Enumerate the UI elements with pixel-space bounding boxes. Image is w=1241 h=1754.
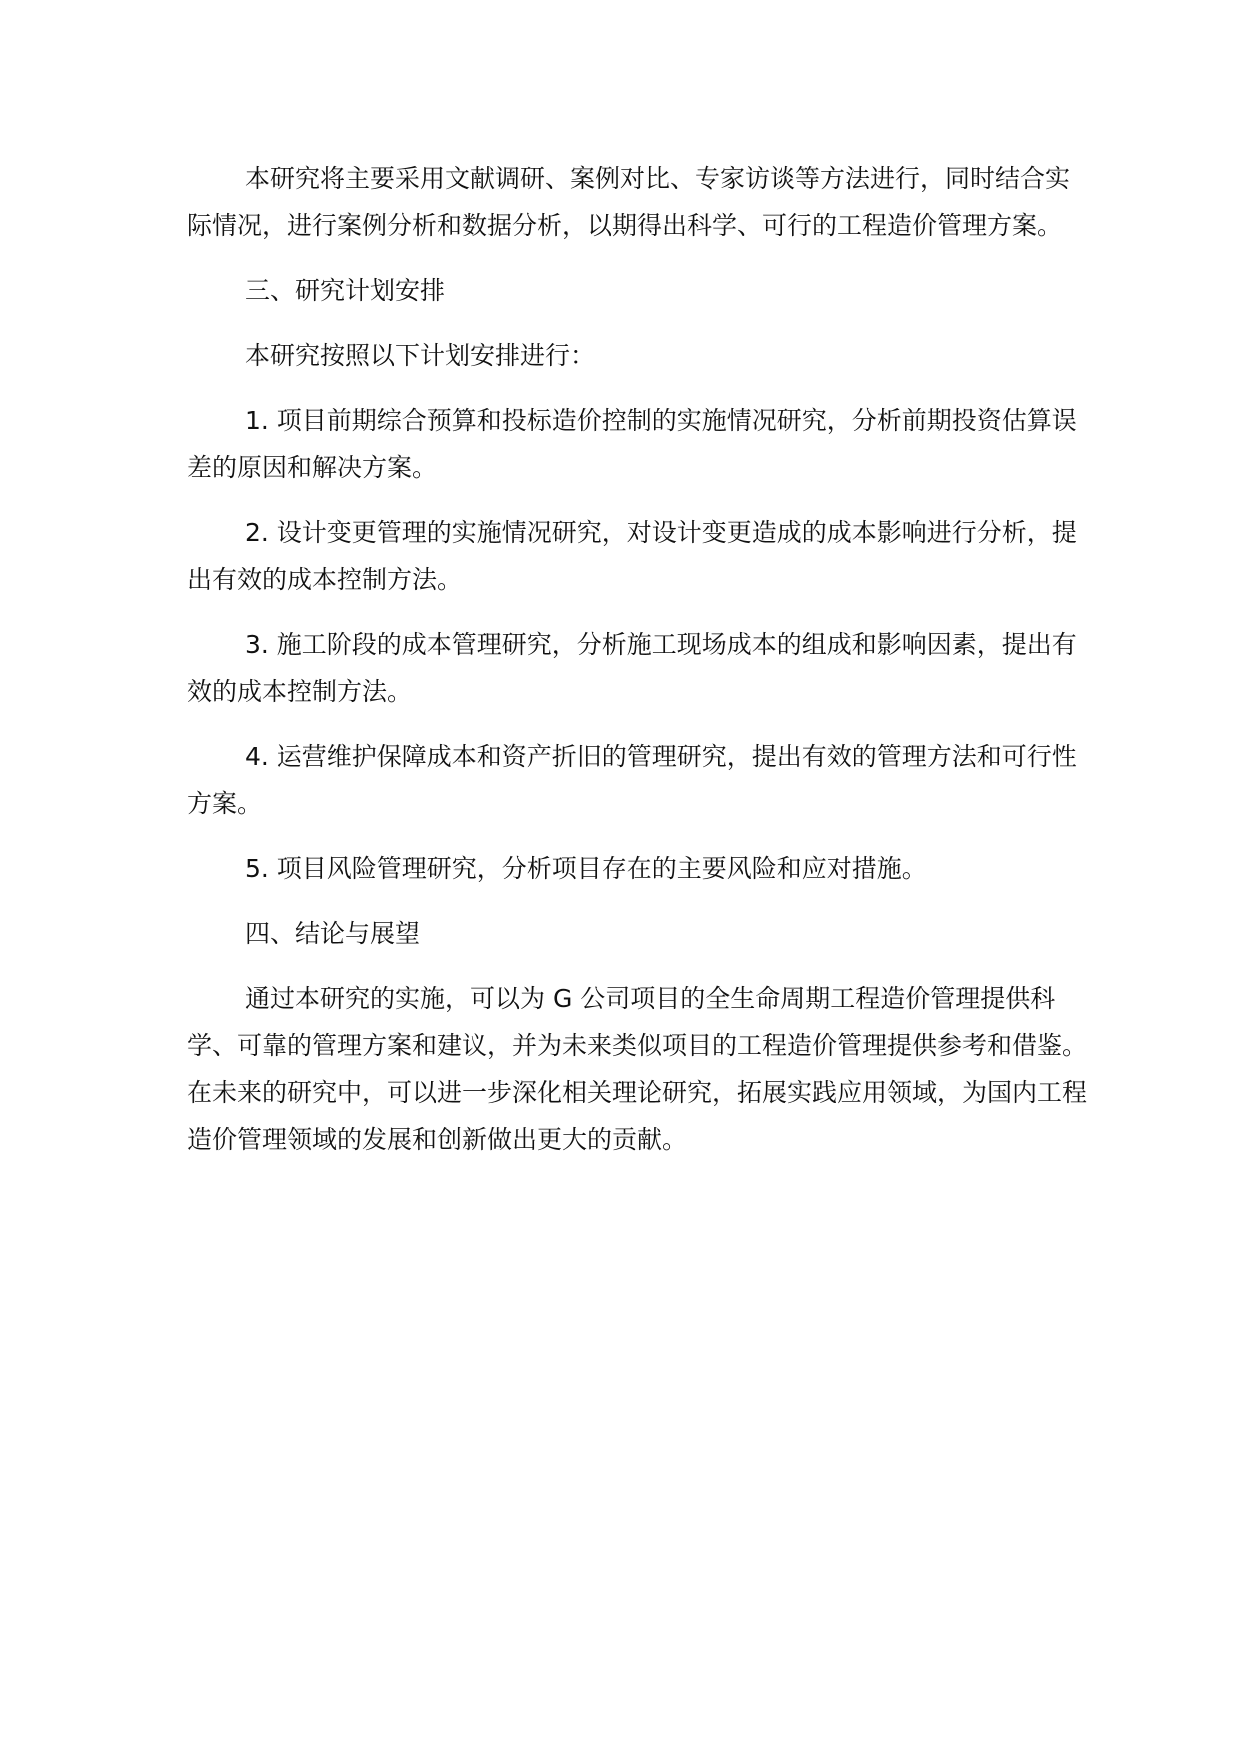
plan-item-4: 4. 运营维护保障成本和资产折旧的管理研究，提出有效的管理方法和可行性方案。 bbox=[187, 742, 1077, 818]
plan-item-3: 3. 施工阶段的成本管理研究，分析施工现场成本的组成和影响因素，提出有效的成本控制方法。 bbox=[187, 630, 1077, 706]
section-heading-research-plan: 三、研究计划安排 bbox=[245, 276, 446, 305]
paragraph-methods: 本研究将主要采用文献调研、案例对比、专家访谈等方法进行，同时结合实际情况，进行案例分析和数据分析，以期得出科学、可行的工程造价管理方案。 bbox=[187, 164, 1071, 240]
plan-item-1: 1. 项目前期综合预算和投标造价控制的实施情况研究，分析前期投资估算误差的原因和解决方案。 bbox=[187, 406, 1077, 482]
section-heading-conclusion: 四、结论与展望 bbox=[245, 919, 421, 948]
paragraph-plan-intro: 本研究按照以下计划安排进行： bbox=[245, 341, 596, 370]
document-body bbox=[187, 155, 1087, 1181]
plan-item-2: 2. 设计变更管理的实施情况研究，对设计变更造成的成本影响进行分析，提出有效的成本控制方法。 bbox=[187, 518, 1077, 594]
plan-item-5: 5. 项目风险管理研究，分析项目存在的主要风险和应对措施。 bbox=[245, 854, 927, 883]
paragraph-conclusion: 通过本研究的实施，可以为 G 公司项目的全生命周期工程造价管理提供科学、可靠的管理方案和建议，并为未来类似项目的工程造价管理提供参考和借鉴。在未来的研究中，可以进一步深化相关理论研究，拓展实践应用领域，为国内工程造价管理领域的发展和创新做出更大的贡献。 bbox=[187, 984, 1088, 1154]
